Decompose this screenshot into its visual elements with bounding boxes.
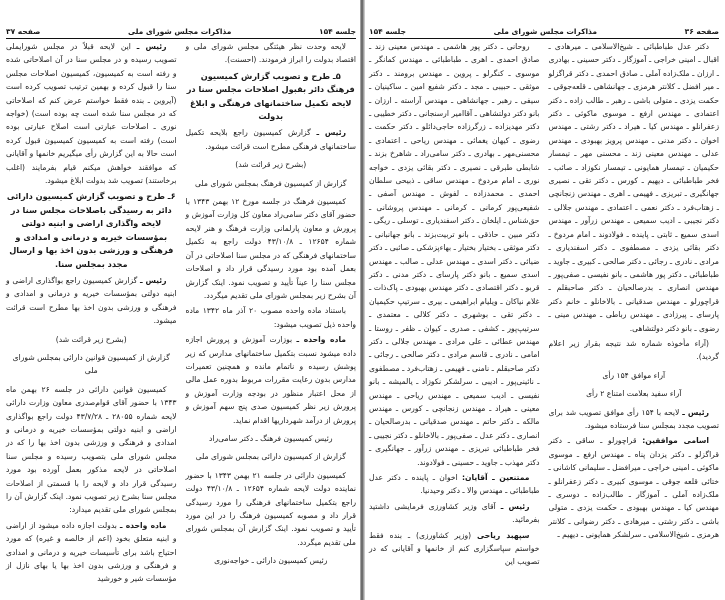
- centered-line: [6, 351, 177, 378]
- paragraph: [549, 434, 720, 541]
- speaker-label: رئیس ـ: [682, 407, 709, 417]
- paragraph-text: این لایحه قبلاً در مجلس شورایملی تصویب رسیده و در مجلس سنا در آن اصلاحاتی شده و رفته است به کمیسیون، کمیسیون اصلاحات مجلس سنا را قبول کرده و بهمین ترتیب تصویب کرده است (آیروین ـ بنده فقط خواستم عرض کنم که اصلاحاتی که در مجلس سنا شده است چه بوده است) (خواجه نوری ـ اصلاحات عبارتی است اصلاح عبارتی بوده است) رفته است به کمیسیون کمیسیون قبول کرده است حالا به این گزارش رأی میگیریم خانمها و آقایانی که موافقند خواهش میکنم قیام بفرمایند (اغلب برخاستند) تصویب شد بدولت ابلاغ میشود.: [6, 42, 177, 186]
- paragraph: [549, 406, 720, 433]
- paragraph: [186, 469, 357, 549]
- running-title: مذاکرات مجلس شورای ملی: [128, 27, 232, 36]
- paragraph: [186, 304, 357, 331]
- paragraph-text: آراء موافق ۱۵۴ رأی: [602, 370, 666, 380]
- paragraph-text: بدولت اجازه داده میشود از اراضی و ابنیه متعلق بخود (اعم از خالصه و غیره) که مورد احتیاج باشد برای تأسیسات خیریه و درمانی و امدادی و فرهنگی و ورزشی بدون اخذ بها یا بهای نازل از مؤسسات شیر و خورشید: [6, 520, 177, 584]
- paragraph: [186, 195, 357, 302]
- centered-line: [186, 158, 357, 171]
- paragraph-text: کمیسیون فرهنگ در جلسه مورخ ۱۲ بهمن ۱۳۴۳ با حضور آقای دکتر سامی‌راد معاون کل وزارت آموزش و پرورش و معاون پارلمانی وزارت فرهنگ و هنر لایحه شماره ۱۲۶۵۴ ـ ۴۳/۱۰/۸ دولت راجع به تکمیل ساختمانهای فرهنگی که در مجلس سنا اصلاحاتی در آن بعمل آمده بود مورد رسیدگی قرار داد و اصلاحات مجلس سنا را عیناً تأیید و تصویب نمود. اینک گزارش آن بشرح زیر بمجلس شورای ملی تقدیم میگردد.: [185, 197, 356, 300]
- paragraph: [6, 40, 177, 187]
- column-right: [549, 40, 720, 560]
- running-title: مذاکرات مجلس شورای ملی: [493, 27, 597, 36]
- speaker-label: سپهبد ریاحی: [477, 530, 530, 540]
- paragraph-text: گزارش از کمیسیون قوانین دارائی بمجلس شورای ملی: [12, 352, 170, 376]
- paragraph-text: (بشرح زیر قرائت شد): [235, 160, 307, 170]
- page-number: صفحه ۳۶: [684, 27, 719, 36]
- paragraph-text: لایحه وحدت نظر هیئتگی مجلس شورای ملی و اقتصاد بدولت را ابراز فرمودند. (احسنت).: [185, 42, 356, 65]
- speaker-label: رئیس ـ: [136, 42, 167, 51]
- centered-line: [186, 554, 357, 567]
- paragraph-text: (وزیر کشاورزی) ـ بنده فقط خواستم سپاسگزاری کنم از خانمها و آقایانی که در تصویب این: [369, 530, 540, 567]
- paragraph-text: گزارش کمیسیون راجع بلایحه تکمیل ساختمانهای فرهنگی مطرح است قرائت میشود.: [185, 128, 356, 151]
- paragraph-text: روحانی ـ دکتر پور هاشمی ـ مهندس معینی زند ـ صادق احمدی ـ اهری ـ طباطبائی ـ مهندس کمانگر ـ موسوی ـ کنگرلو ـ پروین ـ مهندس برومند ـ دکتر موثقی ـ حبیبی ـ مجد ـ دکتر شفیع امین ـ ساکینیان ـ سیفی ـ رهبر ـ جهانشاهی ـ مهندس آراسته ـ ارزان ـ بانو دکتر دولتشاهی ـ آقاامیر ارسنجانی ـ دکتر خطیبی ـ دکتر مهدیزاده ـ زرگرزاده حاجی‌دائلو ـ دکتر حکمت ـ رضوی ـ کیهان یغمائی ـ مهندس ریاحی ـ اعتمادی ـ محسنی‌مهر ـ بهادری ـ دکتر سامی‌راد ـ شاهرخ بزند ـ شابطی طبرقی ـ نصیری ـ دکتر بقائی یزدی ـ خواجه نوری ـ امام مردوخ ـ مهندس ساقی ـ ذبیحی سلطان احمدی ـ محمدزاده ـ لفوش ـ مهندس آصفی ـ شفیعی‌پور کرمانی ـ کرمانی ـ مهندس پروشانی ـ حق‌شناس ـ ایلخان ـ دکتر اسفندیاری ـ توسلی ـ ریگی ـ دکتر مبین ـ حاذقی ـ بانو تربیت‌بزند ـ بانو جهانبانی ـ دکتر موثقی ـ بختیار بختیار ـ بهاءپزشکی ـ صائبی ـ دکتر ضیائی ـ دکتر اسدی ـ مهندس عدلی ـ صالب ـ مهندس اسدی سمیع ـ بانو دکتر پارسای ـ دکتر مدنی ـ دکتر قربو ـ دکتر اقتصادی ـ دکتر مهندس بهبودی ـ پاک‌ذات ـ غلام نیاکان ـ ویلیام ابراهیمی ـ بیری ـ سرتیپ حکیمیان ـ دکتر تقی ـ بوشهری ـ دکتر کلالی ـ معتمدی ـ سرتیپ‌پور ـ کشفی ـ صدری ـ کیوان ـ ظفر ـ روستا ـ مهندس عطائی ـ علی مرادی ـ مهندس جلالی ـ دکتر امامی ـ نادری ـ قاسم مرادی ـ دکتر صالحی ـ رجائی ـ دکتر صاحبقلم ـ نامنی ـ فهیمی ـ زهتاب‌فرد ـ مصطفوی ـ نائینی‌پور ـ ادیبی ـ سرلشکر نکوزاد ـ یالمیشه ـ بانو نفیسی ـ ادیب سمیعی ـ مهندس ریاحی ـ مهندس معینی ـ هیراد ـ مهندس زنجانچی ـ کورس ـ مهندس مالکه ـ دکتر حاتم ـ مهندس صدقیانی ـ بدرصالحیان ـ انصاری ـ دکتر عدل ـ صفی‌پور ـ بالاخانلو ـ دکتر نجیبی ـ فخر طباطبائی تبریزی ـ مهندس زرآور ـ جهانگیری ـ دکتر مهذب ـ جاوید ـ حسینی ـ فولادوند.: [369, 42, 540, 467]
- page-number: صفحه ۳۷: [6, 27, 41, 36]
- column-right: [185, 40, 357, 566]
- text-columns: [6, 40, 357, 584]
- paragraph-text: آراء سفید بعلامت امتناع ۲ رأی: [586, 389, 682, 399]
- session-number: جلسه ۱۵۴: [369, 27, 407, 36]
- text-columns: [369, 40, 719, 567]
- paragraph-text: کمیسیون دارائی در جلسه ۲۱ بهمن ۱۳۴۳ با حضور نماینده دولت لایحه شماره ۱۲۶۵۴ ـ ۴۳/۱۰/۸ دولت راجع بتکمیل ساختمانهای فرهنگی را مورد رسیدگی قرار داد و مصوبه کمیسیون فرهنگ را در این مورد تأیید و تصویب نمود. اینک گزارش آن بمجلس شورای ملی تقدیم میگردد.: [185, 470, 357, 547]
- paragraph-text: قراچورلو ـ ساقی ـ دکتر قراگزلو ـ دکتر یزدان پناه ـ مهندس ارفع ـ موسوی ماکوئی ـ امینی خراجی ـ میرافضل ـ سلیمانی کاشانی ـ ختائی قلعه جوقی ـ موسوی کبیری ـ دکتر زعفرانلو ـ ملک‌زاده آملی ـ آموزگار ـ طالب‌زاده ـ دوسری ـ مهندس کیا ـ مهندس بهبودی ـ حکمت یزدی ـ متولی باشی ـ دکتر رشتی ـ میرهادی ـ دکتر رضوانی ـ کلانتر هرمزی ـ شیخ‌الاسلامی ـ سرلشکر همایونی ـ دیهیم ـ: [548, 436, 719, 540]
- speaker-label: ماده واحده ـ: [296, 335, 346, 345]
- session-number: جلسه ۱۵۴: [319, 27, 356, 36]
- paragraph-text: دکتر عدل طباطبائی ـ شیخ‌الاسلامی ـ میرهادی ـ اقبال ـ امینی خراجی ـ آموزگار ـ دکتر حسینی ـ بهادری ـ ارزان ـ ملک‌زاده آملی ـ صادق احمدی ـ دکتر قراگزلو ـ میر افضل ـ کلانتر هرمزی ـ جهانشاهی ـ قلعه‌جوقی ـ حکمت یزدی ـ متولی باشی ـ رهبر ـ طالب زاده ـ دکتر اعتمادی ـ مهندس ارفع ـ موسوی ماکوئی ـ دکتر زعفرانلو ـ مهندس کیا ـ هیراد ـ دکتر رشتی ـ مهندس اخوان ـ دکتر مدنی ـ مهندس پرویز بهبودی ـ مهندس عدلی ـ مهندس معینی زند ـ محسنی مهر ـ تیمسار حکیمیان ـ تیمسار همایونی ـ تیمسار نکوزاد ـ صائب ـ فخر طباطبائی ـ دیهیم ـ کورس ـ دکتر تقی ـ نصیری جهانگیری ـ تبریزی ـ فهیمی ـ اهری ـ مهندس زنجانچی ـ زهتاب‌فرد ـ دکتر نعمی ـ اعتمادی ـ مهندس جلالی ـ دکتر نجیبی ـ ادیب سمیعی ـ مهندس زرآور ـ مهندس اسدی سمیع ـ ثابتی ـ پاینده ـ فولادوند ـ امام مردوخ ـ دکتر بقائی یزدی ـ مصطفوی ـ دکتر اسفندیاری ـ مرادی ـ نادری ـ رجائی ـ دکتر صالحی ـ کبیری ـ جاوید ـ طباطبائی ـ دکتر پور هاشمی ـ بانو نفیسی ـ صفی‌پور ـ مهندس انصاری ـ بدرصالحیان ـ دکتر صاحبقلم ـ قراچورلو ـ مهندس صدقیانی ـ بالاخانلو ـ خانم دکتر پارسای ـ پیرزادی ـ مهندس رباطی ـ مهندس مینی ـ رضوی ـ بانو دکتر دولتشاهی.: [548, 42, 719, 333]
- paragraph: [549, 337, 720, 364]
- centered-line: [186, 432, 357, 445]
- centered-line: [549, 387, 720, 400]
- column-left: [6, 40, 177, 584]
- paragraph: [369, 529, 540, 569]
- centered-line: [549, 369, 720, 382]
- paragraph-text: باستناد ماده واحده مصوب ۲۰ آذر ماه ۱۳۴۲ ماده واحده ذیل تصویب میشود:: [185, 306, 356, 329]
- paragraph: [6, 519, 177, 586]
- paragraph: [369, 500, 540, 527]
- speaker-label: رئیس ـ: [316, 128, 346, 138]
- centered-line: [6, 333, 177, 346]
- page-header: [369, 25, 719, 39]
- paragraph-text: (آراء مأخوذه شماره شد نتیجه بقرار زیر اعلام گردید).: [548, 338, 719, 362]
- page-36: [363, 0, 725, 600]
- centered-line: [186, 450, 357, 463]
- speaker-label: رئیس ـ: [139, 275, 167, 285]
- paragraph-text: بوزارت آموزش و پرورش اجازه داده میشود نسبت بتکمیل ساختمانهای مدارس که زیر پوشش رسیده و ناتمام مانده و همچنین تعمیرات مدارس بدون رعایت مقررات مربوط بدوره عمل مالی از محل اعتبار منظور در بودجه وزارت آموزش و پرورش زیر نظر کمیسیون صدی پنج سهم آموزش و پرورش از درآمد شهرداریها اقدام نماید.: [185, 335, 356, 425]
- paragraph-text: کمیسیون قوانین دارائی در جلسه ۲۶ بهمن ماه ۱۳۴۳ با حضور آقای قوام‌صدری معاون وزارت دارائی لایحه شماره ۲۸۰۵۵ ـ ۴۳/۷/۲۸ دولت راجع بواگذاری اراضی و ابنیه دولتی بمؤسسات خیریه و درمانی و امدادی و فرهنگی و ورزشی بدون اخذ بها را که در مجلس شورای ملی بتصویب رسیده و مجلس سنا اصلاحاتی در لایحه مذکور بعمل آورده بود مورد رسیدگی قرار داد و لایحه را با قسمتی از اصلاحات مجلس سنا بشرح زیر تصویب نمود. اینک گزارش آن را بمجلس شورای ملی تقدیم میدارد:: [6, 384, 177, 515]
- section-heading: [186, 70, 357, 124]
- paragraph-text: آقای وزیر کشاورزی فرمایشی داشتید بفرمائید.: [369, 501, 540, 525]
- speaker-label: ماده واحده ـ: [119, 520, 167, 530]
- section-heading: [6, 190, 177, 270]
- paragraph-text: گزارش کمیسیون راجع بواگذاری اراضی و ابنیه دولتی بمؤسسات خیریه و درمانی و امدادی و فرهنگی و ورزشی بدون اخذ بها مطرح است قرائت میشود.: [6, 275, 177, 326]
- centered-line: [186, 177, 357, 190]
- paragraph: [369, 471, 540, 498]
- paragraph-text: گزارش از کمیسیون دارائی بمجلس شورای ملی: [195, 452, 346, 462]
- paragraph: [6, 274, 177, 328]
- paragraph: [186, 333, 357, 427]
- paragraph-text: (بشرح زیر قرائت شد): [55, 334, 127, 344]
- paragraph-text: گزارش از کمیسیون فرهنگ بمجلس شورای ملی: [195, 178, 347, 188]
- paragraph-text: لایحه با ۱۵۴ رأی موافق تصویب شد برای تصویب مجدد بمجلس سنا فرستاده میشود.: [548, 407, 719, 430]
- paragraph: [6, 383, 177, 517]
- paragraph: [186, 126, 357, 153]
- paragraph: [369, 40, 540, 469]
- column-left: [369, 40, 540, 567]
- paragraph-text: ۵ـ طرح و تصویب گزارش کمیسیون فرهنگ دائر بقبول اصلاحات مجلس سنا در لایحه تکمیل ساختمانهای فرهنگی و ابلاغ بدولت: [186, 70, 355, 122]
- page-header: [6, 25, 356, 39]
- speaker-label: اسامی موافقین:: [642, 436, 709, 446]
- page-37: [0, 0, 362, 600]
- paragraph-text: ۶ـ طرح و تصویب گزارش کمیسیون دارائی دائر به رسیدگی باصلاحات مجلس سنا در لایحه واگذاری اراضی و ابنیه دولتی بمؤسسات خیریه و درمانی و امدادی و فرهنگی و ورزشی بدون اخذ بها و ارسال مجدد بمجلس سنا.: [6, 191, 176, 269]
- paragraph: [186, 40, 357, 67]
- paragraph-text: اخوان ـ پاینده ـ دکتر عدل طباطبائی ـ مهندس والا ـ دکتر وحیدنیا.: [369, 473, 540, 496]
- paragraph: [549, 40, 720, 335]
- speaker-label: ممتنعین ـ آقایان:: [461, 473, 530, 482]
- paragraph-text: رئیس کمیسیون دارائی ـ خواجه‌نوری: [214, 556, 328, 566]
- paragraph-text: رئیس کمیسیون فرهنگ ـ دکتر سامی‌راد: [208, 433, 333, 443]
- speaker-label: رئیس ـ: [500, 501, 530, 511]
